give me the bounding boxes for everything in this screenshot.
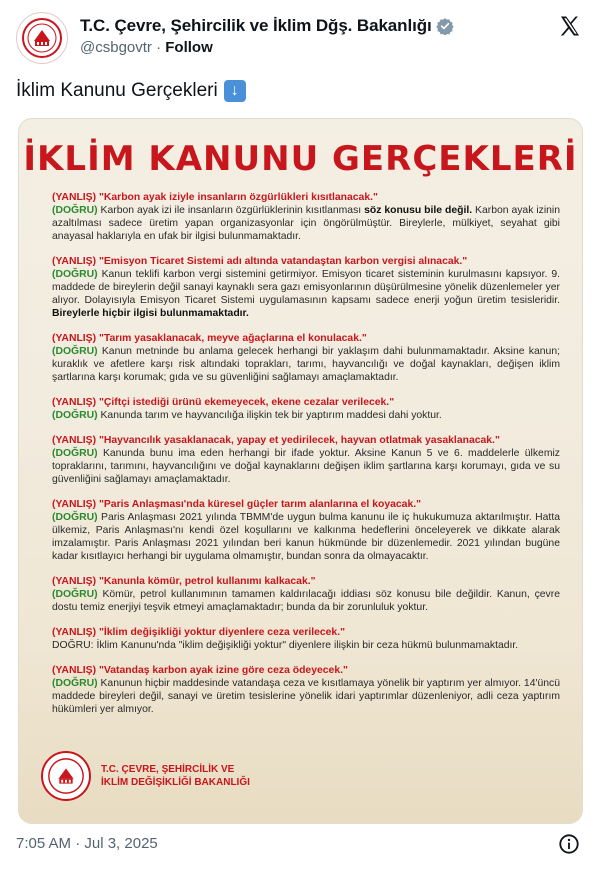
false-claim: (YANLIŞ) "Çiftçi istediği ürünü ekemeyecek, ekene cezalar verilecek." (52, 397, 395, 408)
fact-item (52, 396, 560, 422)
true-tag: (DOĞRU) (52, 512, 98, 523)
fact-text (52, 204, 560, 243)
false-claim: (YANLIŞ) "Karbon ayak iziyle insanların özgürlükleri kısıtlanacak." (52, 192, 378, 203)
fact-bold: söz konusu bile değil. (364, 205, 473, 216)
poster-footer-logo (41, 751, 250, 801)
true-tag: (DOĞRU) (52, 269, 98, 280)
false-claim: (YANLIŞ) "İklim değişikliği yoktur diyenlere ceza verilecek." (52, 627, 346, 638)
account-display-name[interactable] (80, 16, 454, 36)
fact-text (52, 511, 560, 563)
fact-body: Kanun teklifi karbon vergi sistemini getirmiyor. Emisyon ticaret sisteminin kurulmasını kapsıyor. 9. maddede de bireylerin değil sanayi kaynaklı sera gazı emisyonlarının düşürülmesine yönelik düzenlemeler yer alıyor. Dolayısıyla Emisyon Ticaret Sistemi uygulamasının kapsamı sadece enerji yoğun üretim tesisleridir. (52, 269, 560, 306)
fact-body: Kömür, petrol kullanımının tamamen kaldırılacağı iddiası söz konusu bile değildir. Kanun, çevre dostu temiz enerjiyi teşvik etmeyi amaçlamaktadır; bunda da bir zorunluluk yoktur. (52, 589, 560, 613)
true-tag: (DOĞRU) (52, 589, 98, 600)
fact-item (52, 664, 560, 716)
fact-body: Kanunun hiçbir maddesinde vatandaşa ceza ve kısıtlamaya yönelik bir yaptırım yer almıyor. 14'üncü maddede bireyleri değil, sanayi ve üretim tesislerine yönelik idari yaptırımlar düzenleniyor, adli ceza yaptırım hükümleri yer almıyor. (52, 678, 560, 715)
tweet-media-image[interactable] (18, 118, 583, 824)
tweet-text-content: İklim Kanunu Gerçekleri (16, 80, 218, 101)
fact-text (52, 345, 560, 384)
fact-text (52, 268, 560, 320)
fact-body: Kanun metninde bu anlama gelecek herhangi bir yaklaşım dahi bulunmamaktadır. Aksine kanun; kuraklık ve afetlere karşı risk altındaki toprakları, tarımı, hayvancılığı ve doğal kaynakları, değişen iklim şartlarına karşı korumak; gıda ve su güvenliğini sağlamayı amaçlamaktadır. (52, 346, 560, 383)
fact-bold: Bireylerle hiçbir ilgisi bulunmamaktadır. (52, 308, 249, 319)
false-claim: (YANLIŞ) "Tarım yasaklanacak, meyve ağaçlarına el konulacak." (52, 333, 367, 344)
true-tag: (DOĞRU) (52, 346, 98, 357)
account-names (80, 16, 454, 56)
ministry-emblem (41, 751, 91, 801)
ministry-emblem-icon (21, 17, 63, 59)
poster-title: İKLİM KANUNU GERÇEKLERİ (23, 139, 578, 179)
tweet-text (16, 80, 246, 102)
fact-rest: Karbon ayak izinin azaltılması sadece üretim yapan organizasyonlar için öngörülmüştür. Bireylerle, mülkiyet, seyahat gibi anayasal haklarıyla en ufak bir ilgisi bulunmamaktadır. (52, 205, 560, 242)
fact-body: Kanunda bunu ima eden herhangi bir ifade yoktur. Aksine Kanun 5 ve 6. maddelerle ülkemiz topraklarını, tarımını, hayvancılığını ve doğal kaynaklarını değişen iklim şartlarına karşı korumayı, gıda ve su güvenliğini sağlamayı amaçlamaktadır. (52, 448, 560, 485)
true-tag: (DOĞRU) (52, 448, 98, 459)
display-name-text[interactable]: T.C. Çevre, Şehircilik ve İklim Dğş. Bakanlığı (80, 16, 432, 35)
fact-item (52, 332, 560, 384)
fact-body: Kanunda tarım ve hayvancılığa ilişkin tek bir yaptırım maddesi dahi yoktur. (97, 410, 442, 421)
fact-item (52, 255, 560, 320)
fact-item (52, 191, 560, 243)
fact-text (52, 677, 560, 716)
fact-item (52, 626, 560, 652)
fact-text (52, 409, 560, 422)
fact-item (52, 575, 560, 614)
true-tag: (DOĞRU) (52, 410, 98, 421)
poster-content (52, 191, 560, 728)
false-claim: (YANLIŞ) "Kanunla kömür, petrol kullanımı kalkacak." (52, 576, 316, 587)
avatar[interactable] (16, 12, 68, 64)
false-claim: (YANLIŞ) "Vatandaş karbon ayak izine göre ceza ödeyecek." (52, 665, 348, 676)
info-icon[interactable] (558, 833, 580, 855)
fact-text (52, 447, 560, 486)
fact-body: Karbon ayak izi ile insanların özgürlüklerinin kısıtlanması (97, 205, 365, 216)
tweet-timestamp[interactable]: 7:05 AM · Jul 3, 2025 (16, 835, 158, 852)
fact-item (52, 498, 560, 563)
fact-body: İklim Kanunu'nda "iklim değişikliği yoktur" diyenlere ilişkin bir ceza hükmü bulunmamaktadır. (93, 640, 519, 651)
separator-dot: · (156, 39, 162, 56)
ministry-emblem-icon (46, 756, 86, 796)
ministry-name (101, 763, 250, 789)
account-handle[interactable]: @csbgovtr (80, 39, 152, 56)
false-claim: (YANLIŞ) "Hayvancılık yasaklanacak, yapay et yedirilecek, hayvan otlatmak yasaklanacak." (52, 435, 500, 446)
true-tag: (DOĞRU) (52, 678, 98, 689)
follow-button[interactable]: Follow (165, 39, 213, 56)
down-arrow-emoji-icon: ↓ (224, 80, 246, 102)
ministry-name-line2: İKLİM DEĞİŞİKLİĞİ BAKANLIĞI (101, 777, 250, 788)
fact-body: Paris Anlaşması 2021 yılında TBMM'de uygun bulma kanunu ile iç hukukumuza aktarılmıştır. Hatta ülkemiz, Paris Anlaşması'nı kendi özel koşullarını ve kalkınma hedeflerini önceleyerek ve dikkate alarak imzalamıştır. Paris Anlaşması 2021 yılından beri kanun hükmünde bir düzenlemedir. 2021 yılından bugüne kadar kısıtlayıcı herhangi bir uygulama olmamıştır, bundan sonra da olmayacaktır. (52, 512, 560, 562)
verified-badge-icon (436, 17, 454, 35)
true-tag: DOĞRU: (52, 640, 94, 651)
fact-text (52, 639, 560, 652)
ministry-name-line1: T.C. ÇEVRE, ŞEHİRCİLİK VE (101, 764, 235, 775)
handle-row (80, 39, 454, 56)
fact-item (52, 434, 560, 486)
false-claim: (YANLIŞ) "Paris Anlaşması'nda küresel güçler tarım alanlarına el koyacak." (52, 499, 422, 510)
false-claim: (YANLIŞ) "Emisyon Ticaret Sistemi adı altında vatandaştan karbon vergisi alınacak." (52, 256, 468, 267)
fact-text (52, 588, 560, 614)
tweet-header (16, 12, 584, 68)
true-tag: (DOĞRU) (52, 205, 98, 216)
x-logo-icon[interactable] (558, 14, 582, 38)
